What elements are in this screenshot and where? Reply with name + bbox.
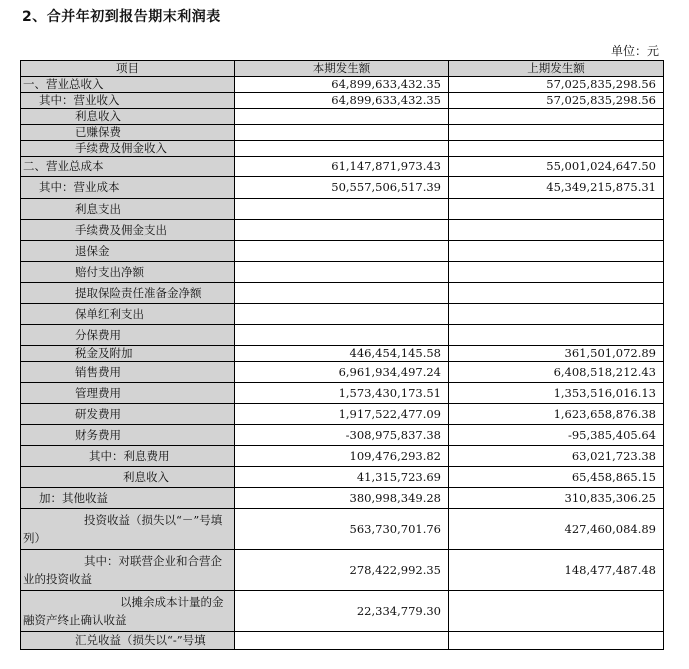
- current-value: 22,334,779.30: [235, 591, 449, 632]
- row-label: 管理费用: [21, 383, 235, 404]
- row-label: 财务费用: [21, 425, 235, 446]
- current-value: 278,422,992.35: [235, 550, 449, 591]
- current-value: 6,961,934,497.24: [235, 362, 449, 383]
- current-value: [235, 304, 449, 325]
- row-label: 其中：利息费用: [21, 446, 235, 467]
- row-label: 以摊余成本计量的金融资产终止确认收益: [21, 591, 235, 632]
- income-statement-table: [20, 60, 664, 650]
- table-row: [21, 425, 664, 446]
- previous-value: 310,835,306.25: [449, 488, 664, 509]
- row-label: 已赚保费: [21, 125, 235, 141]
- table-row: [21, 509, 664, 550]
- previous-value: [449, 591, 664, 632]
- report-title: 2、合并年初到报告期末利润表: [22, 9, 221, 25]
- current-value: 1,573,430,173.51: [235, 383, 449, 404]
- row-label: 利息收入: [21, 467, 235, 488]
- table-row: [21, 177, 664, 199]
- table-row: [21, 241, 664, 262]
- previous-value: [449, 241, 664, 262]
- previous-value: [449, 262, 664, 283]
- current-value: 64,899,633,432.35: [235, 93, 449, 109]
- row-label: 其中：对联营企业和合营企业的投资收益: [21, 550, 235, 591]
- current-value: [235, 199, 449, 220]
- row-label: 利息支出: [21, 199, 235, 220]
- row-label: 二、营业总成本: [21, 157, 235, 177]
- row-label: 销售费用: [21, 362, 235, 383]
- current-value: 64,899,633,432.35: [235, 77, 449, 93]
- current-value: [235, 283, 449, 304]
- current-value: [235, 241, 449, 262]
- previous-value: 427,460,084.89: [449, 509, 664, 550]
- header-current-period: 本期发生额: [235, 61, 449, 77]
- table-row: [21, 362, 664, 383]
- current-value: 380,998,349.28: [235, 488, 449, 509]
- row-label: 利息收入: [21, 109, 235, 125]
- table-row: [21, 304, 664, 325]
- table-row: [21, 283, 664, 304]
- current-value: 41,315,723.69: [235, 467, 449, 488]
- table-header-row: [21, 61, 664, 77]
- previous-value: 361,501,072.89: [449, 346, 664, 362]
- row-label: 手续费及佣金支出: [21, 220, 235, 241]
- previous-value: 57,025,835,298.56: [449, 93, 664, 109]
- previous-value: [449, 632, 664, 650]
- previous-value: [449, 325, 664, 346]
- row-label: 退保金: [21, 241, 235, 262]
- current-value: [235, 325, 449, 346]
- row-label: 一、营业总收入: [21, 77, 235, 93]
- current-value: 61,147,871,973.43: [235, 157, 449, 177]
- table-row: [21, 109, 664, 125]
- unit-label: 单位：元: [610, 44, 659, 58]
- row-label: 保单红利支出: [21, 304, 235, 325]
- current-value: [235, 125, 449, 141]
- table-row: [21, 550, 664, 591]
- current-value: 1,917,522,477.09: [235, 404, 449, 425]
- row-label: 其中：营业成本: [21, 177, 235, 199]
- current-value: 109,476,293.82: [235, 446, 449, 467]
- table-row: [21, 488, 664, 509]
- previous-value: 45,349,215,875.31: [449, 177, 664, 199]
- table-row: [21, 325, 664, 346]
- table-row: [21, 346, 664, 362]
- current-value: [235, 141, 449, 157]
- table-row: [21, 199, 664, 220]
- current-value: [235, 262, 449, 283]
- row-label: 税金及附加: [21, 346, 235, 362]
- current-value: 563,730,701.76: [235, 509, 449, 550]
- previous-value: 63,021,723.38: [449, 446, 664, 467]
- row-label: 其中：营业收入: [21, 93, 235, 109]
- table-row: [21, 141, 664, 157]
- row-label: 赔付支出净额: [21, 262, 235, 283]
- row-label: 提取保险责任准备金净额: [21, 283, 235, 304]
- previous-value: [449, 141, 664, 157]
- previous-value: [449, 199, 664, 220]
- previous-value: 65,458,865.15: [449, 467, 664, 488]
- table-row: [21, 220, 664, 241]
- row-label: 汇兑收益（损失以“-”号填: [21, 632, 235, 650]
- row-label: 分保费用: [21, 325, 235, 346]
- previous-value: 1,623,658,876.38: [449, 404, 664, 425]
- table-row: [21, 404, 664, 425]
- header-previous-period: 上期发生额: [449, 61, 664, 77]
- previous-value: 55,001,024,647.50: [449, 157, 664, 177]
- current-value: [235, 109, 449, 125]
- previous-value: [449, 304, 664, 325]
- table-row: [21, 262, 664, 283]
- previous-value: 1,353,516,016.13: [449, 383, 664, 404]
- previous-value: [449, 125, 664, 141]
- current-value: -308,975,837.38: [235, 425, 449, 446]
- previous-value: [449, 109, 664, 125]
- current-value: 50,557,506,517.39: [235, 177, 449, 199]
- row-label: 加：其他收益: [21, 488, 235, 509]
- table-row: [21, 93, 664, 109]
- previous-value: -95,385,405.64: [449, 425, 664, 446]
- current-value: [235, 220, 449, 241]
- table-row: [21, 467, 664, 488]
- table-row: [21, 632, 664, 650]
- table-row: [21, 383, 664, 404]
- table-row: [21, 446, 664, 467]
- row-label: 研发费用: [21, 404, 235, 425]
- row-label: 投资收益（损失以“－”号填列）: [21, 509, 235, 550]
- row-label: 手续费及佣金收入: [21, 141, 235, 157]
- previous-value: 148,477,487.48: [449, 550, 664, 591]
- table-row: [21, 77, 664, 93]
- table-row: [21, 125, 664, 141]
- current-value: [235, 632, 449, 650]
- previous-value: [449, 283, 664, 304]
- previous-value: 6,408,518,212.43: [449, 362, 664, 383]
- header-item: 项目: [21, 61, 235, 77]
- table-row: [21, 157, 664, 177]
- current-value: 446,454,145.58: [235, 346, 449, 362]
- previous-value: [449, 220, 664, 241]
- previous-value: 57,025,835,298.56: [449, 77, 664, 93]
- table-row: [21, 591, 664, 632]
